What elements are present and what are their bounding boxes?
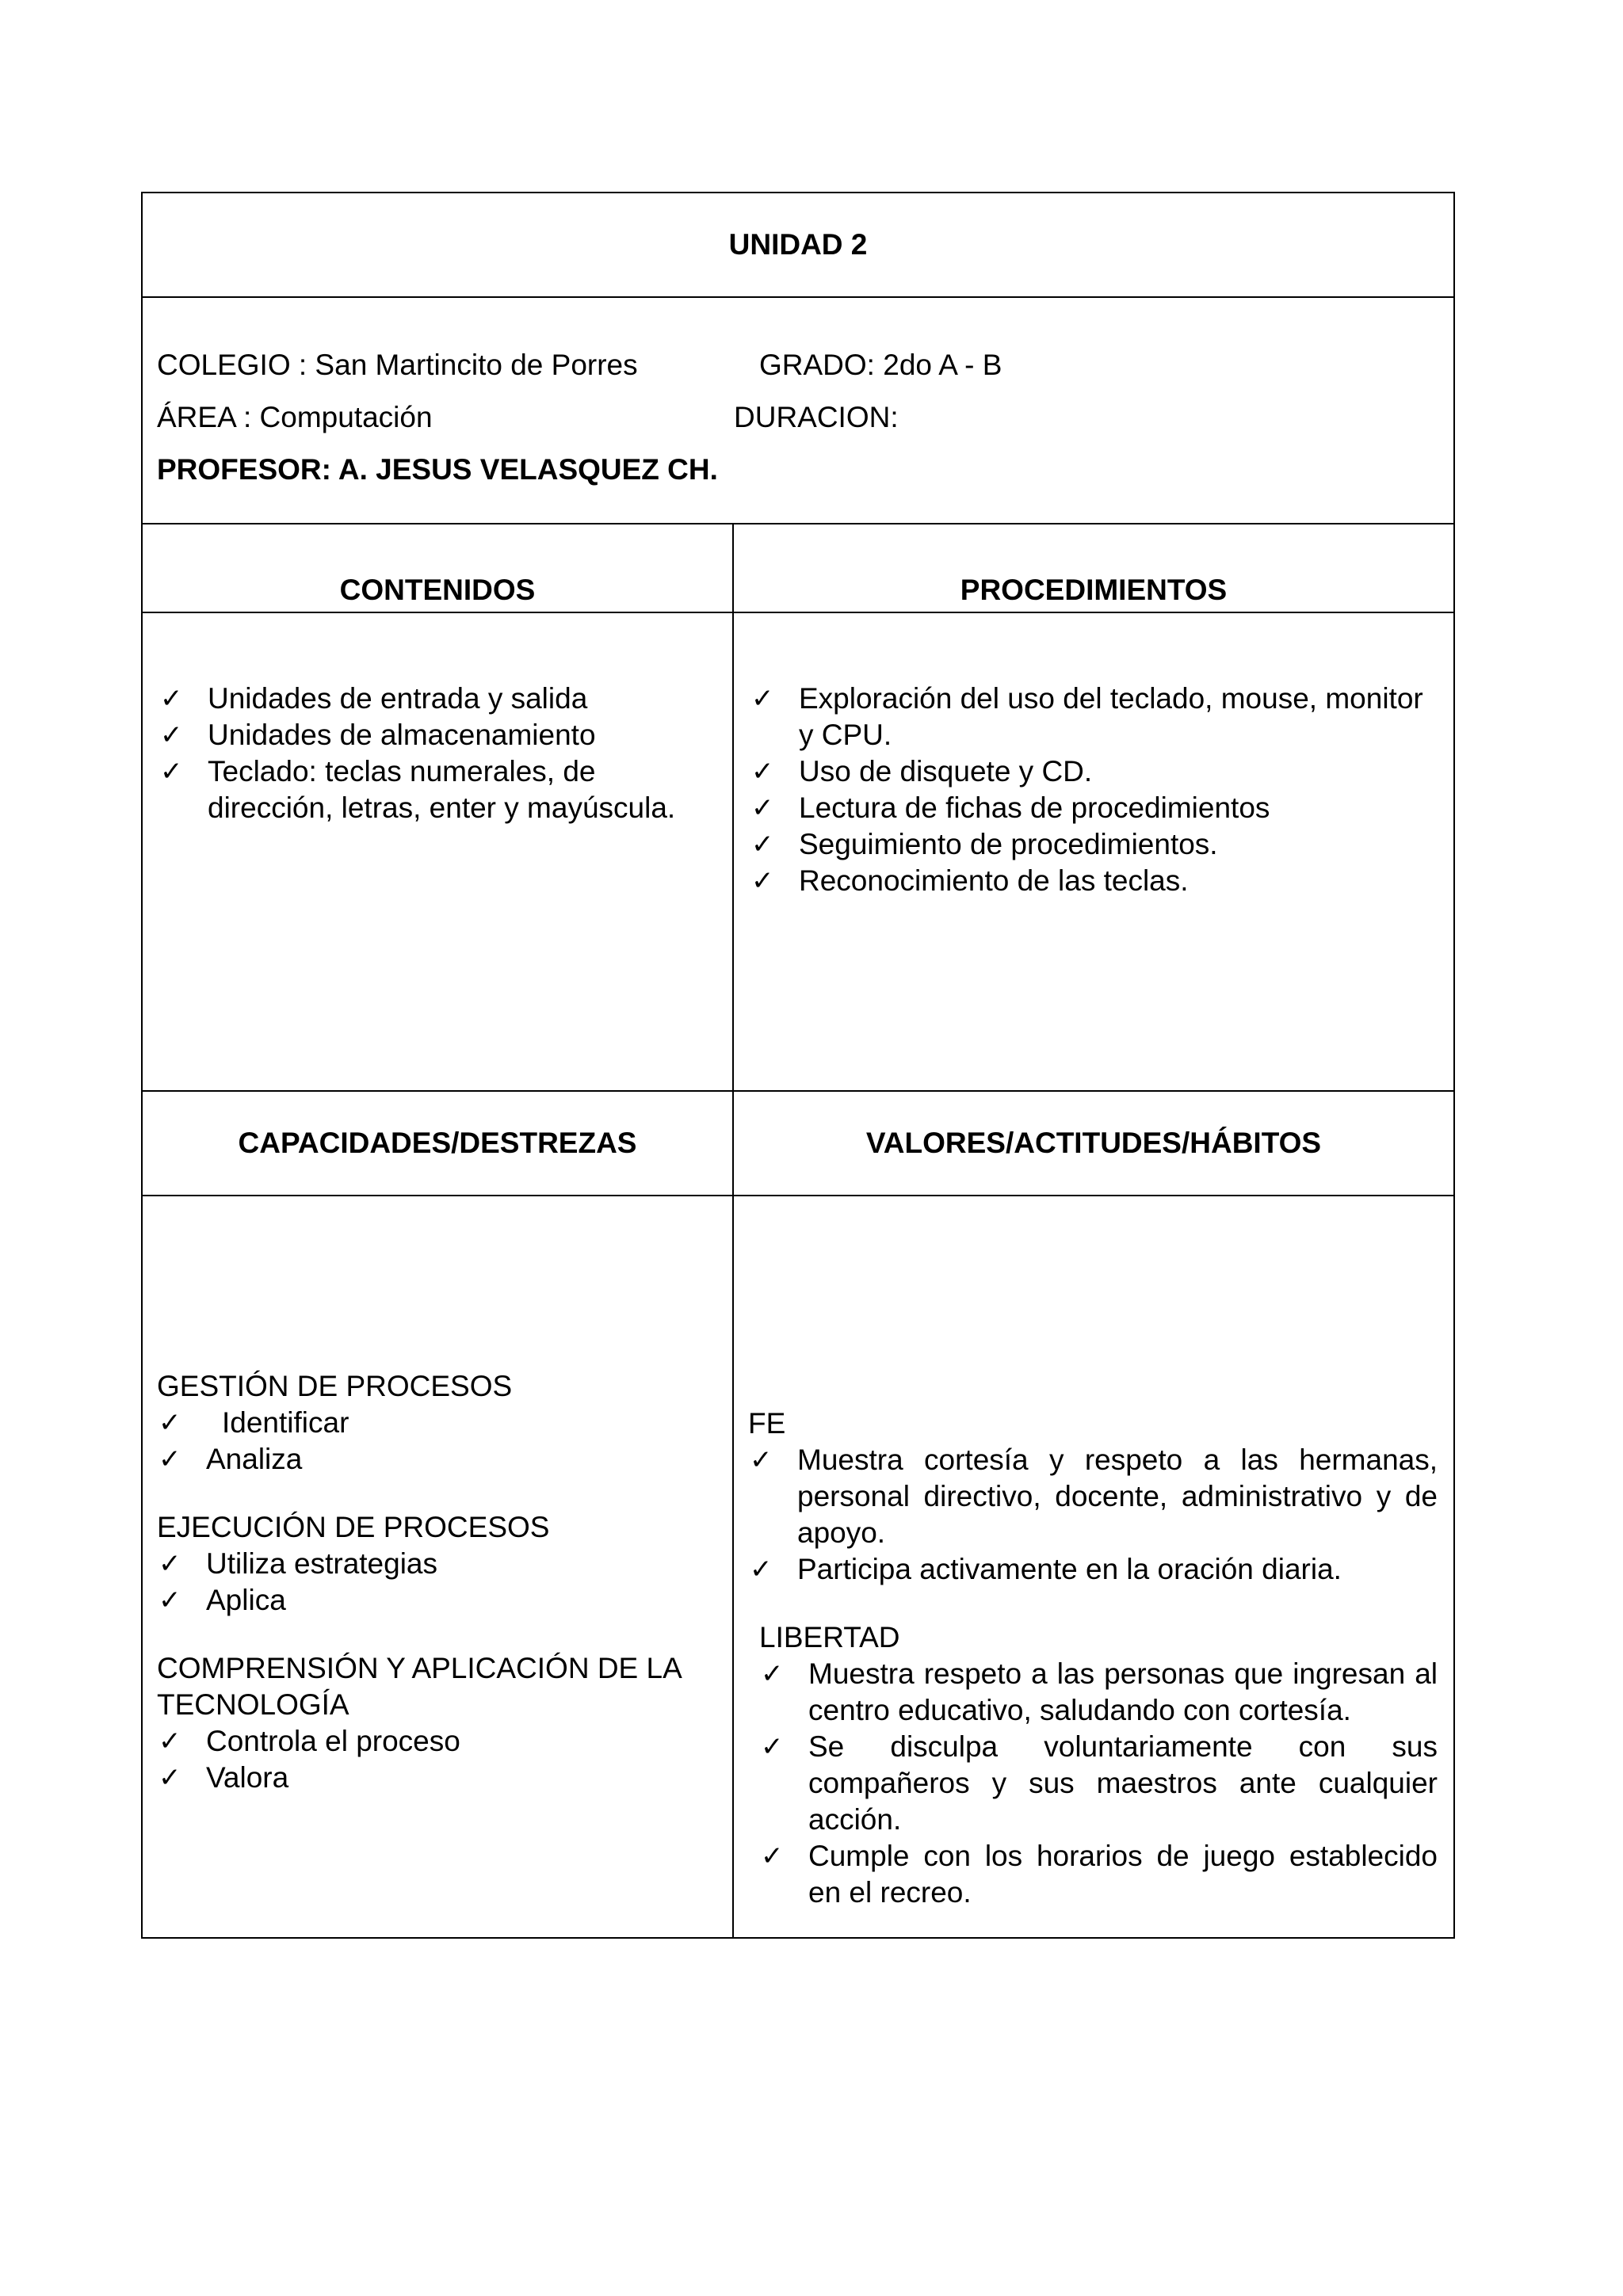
valores-header: VALORES/ACTITUDES/HÁBITOS: [733, 1091, 1454, 1196]
checkmark-icon: ✓: [158, 1444, 181, 1475]
list-item-text: Analiza: [206, 1443, 303, 1475]
procedimientos-item: [750, 790, 1439, 826]
unit-title-cell: [142, 193, 1454, 297]
list-item-text: Reconocimiento de las teclas.: [799, 864, 1189, 897]
list-item-text: Valora: [206, 1761, 289, 1794]
info-row-2: [157, 399, 1439, 452]
list-item-text: Lectura de fichas de procedimientos: [799, 791, 1270, 824]
checkmark-icon: ✓: [751, 829, 774, 860]
capacidades-group-list: [157, 1546, 718, 1619]
group-spacer: [748, 1588, 1438, 1619]
unit-plan-table: [141, 192, 1455, 1939]
group-spacer: [157, 1619, 718, 1650]
valores-item: [748, 1442, 1438, 1551]
list-item-text: Aplica: [206, 1584, 286, 1616]
valores-cell: [733, 1196, 1454, 1938]
checkmark-icon: ✓: [160, 756, 183, 788]
procedimientos-header: PROCEDIMIENTOS: [733, 524, 1454, 612]
procedimientos-cell: [733, 612, 1454, 1091]
valores-item: [759, 1729, 1438, 1838]
group-spacer: [157, 1478, 718, 1509]
procedimientos-item: [750, 753, 1439, 790]
list-item-text: Exploración del uso del teclado, mouse, monitor y CPU.: [799, 682, 1423, 751]
duracion-label: DURACION:: [734, 401, 899, 433]
valores-group-heading: LIBERTAD: [759, 1621, 900, 1653]
checkmark-icon: ✓: [158, 1548, 181, 1580]
valores-groups: [748, 1405, 1438, 1911]
checkmark-icon: ✓: [158, 1407, 181, 1439]
list-item-text: Seguimiento de procedimientos.: [799, 828, 1218, 860]
list-item-text: Controla el proceso: [206, 1725, 460, 1757]
checkmark-icon: ✓: [751, 792, 774, 824]
contenidos-cell: [142, 612, 733, 1091]
contenidos-item: [158, 717, 718, 753]
list-item-text: Cumple con los horarios de juego establecido en el recreo.: [808, 1840, 1438, 1909]
list-item-text: Teclado: teclas numerales, de dirección, letras, enter y mayúscula.: [208, 755, 676, 824]
capacidades-group-list: [157, 1405, 718, 1478]
capacidades-item: [157, 1546, 718, 1582]
list-item-text: Muestra cortesía y respeto a las hermanas, personal directivo, docente, administrativo y de apoyo.: [797, 1444, 1438, 1549]
contenidos-item: [158, 681, 718, 717]
capacidades-header: CAPACIDADES/DESTREZAS: [142, 1091, 733, 1196]
checkmark-icon: ✓: [158, 1762, 181, 1794]
checkmark-icon: ✓: [761, 1658, 784, 1690]
capacidades-item: [157, 1441, 718, 1478]
capacidades-cell: [142, 1196, 733, 1938]
checkmark-icon: ✓: [158, 1585, 181, 1616]
capacidades-group-heading: GESTIÓN DE PROCESOS: [157, 1370, 513, 1402]
checkmark-icon: ✓: [751, 865, 774, 897]
capacidades-item: [157, 1405, 718, 1441]
checkmark-icon: ✓: [158, 1726, 181, 1757]
checkmark-icon: ✓: [751, 683, 774, 715]
valores-item: [759, 1656, 1438, 1729]
contenidos-item: [158, 753, 718, 826]
valores-group-heading: FE: [748, 1407, 786, 1440]
checkmark-icon: ✓: [750, 1554, 773, 1585]
list-item-text: Unidades de entrada y salida: [208, 682, 588, 715]
area-label: ÁREA : Computación: [157, 401, 433, 433]
list-item-text: Utiliza estrategias: [206, 1547, 438, 1580]
checkmark-icon: ✓: [750, 1444, 773, 1476]
capacidades-item: [157, 1582, 718, 1619]
checkmark-icon: ✓: [761, 1840, 784, 1872]
list-item-text: Unidades de almacenamiento: [208, 719, 596, 751]
checkmark-icon: ✓: [160, 719, 183, 751]
checkmark-icon: ✓: [751, 756, 774, 788]
procedimientos-list: [750, 681, 1439, 899]
capacidades-group-heading: EJECUCIÓN DE PROCESOS: [157, 1511, 550, 1543]
list-item-text: Muestra respeto a las personas que ingresan al centro educativo, saludando con cortesía.: [808, 1657, 1438, 1726]
list-item-text: Participa activamente en la oración diaria.: [797, 1553, 1342, 1585]
valores-group-list: [748, 1656, 1438, 1911]
list-item-text: Se disculpa voluntariamente con sus compañeros y sus maestros ante cualquier acción.: [808, 1730, 1438, 1836]
capacidades-group-heading: COMPRENSIÓN Y APLICACIÓN DE LA TECNOLOGÍA: [157, 1652, 681, 1721]
list-item-text: Identificar: [222, 1406, 349, 1439]
colegio-label: COLEGIO : San Martincito de Porres: [157, 349, 638, 381]
procedimientos-item: [750, 863, 1439, 899]
contenidos-list: [158, 681, 718, 826]
grado-label: GRADO: 2do A - B: [759, 349, 1002, 381]
capacidades-groups: [157, 1368, 718, 1796]
info-row-3: [157, 452, 1439, 504]
checkmark-icon: ✓: [160, 683, 183, 715]
procedimientos-item: [750, 826, 1439, 863]
info-cell: [142, 297, 1454, 524]
procedimientos-item: [750, 681, 1439, 753]
valores-item: [759, 1838, 1438, 1911]
valores-item: [748, 1551, 1438, 1588]
contenidos-header: CONTENIDOS: [142, 524, 733, 612]
capacidades-item: [157, 1760, 718, 1796]
unit-title: UNIDAD 2: [728, 228, 868, 261]
valores-group-list: [748, 1442, 1438, 1588]
profesor-label: PROFESOR: A. JESUS VELASQUEZ CH.: [157, 453, 718, 486]
checkmark-icon: ✓: [761, 1731, 784, 1763]
info-row-1: [157, 347, 1439, 399]
capacidades-group-list: [157, 1723, 718, 1796]
list-item-text: Uso de disquete y CD.: [799, 755, 1093, 788]
capacidades-item: [157, 1723, 718, 1760]
